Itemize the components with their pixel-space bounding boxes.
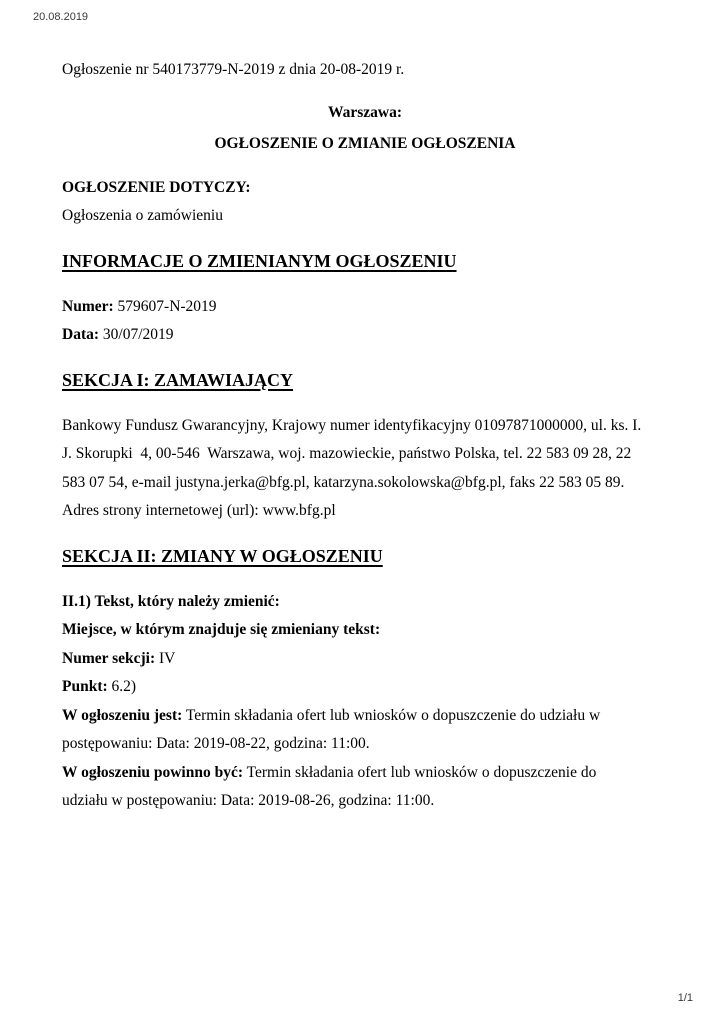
concerns-value: Ogłoszenia o zamówieniu: [62, 207, 223, 224]
section-number-value: IV: [159, 649, 176, 667]
changed-notice-number-label: Numer:: [62, 297, 114, 315]
change-place-heading: Miejsce, w którym znajduje się zmieniany tekst:: [62, 621, 381, 638]
should-be-text-value: Termin składania ofert lub wniosków o dopuszczenie do udziału w postępowaniu: Data: 2019-08-26, godzina: 11:00.: [62, 763, 597, 809]
changed-notice-number-row: [62, 293, 652, 322]
heading-section-2: SEKCJA II: ZMIANY W OGŁOSZENIU: [62, 545, 383, 566]
current-text-paragraph: [62, 702, 635, 759]
section-number-label: Numer sekcji:: [62, 649, 156, 667]
current-text-value: Termin składania ofert lub wniosków o dopuszczenie do udziału w postępowaniu: Data: 2019-08-22, godzina: 11:00.: [62, 706, 601, 752]
print-header-date: 20.08.2019: [33, 11, 89, 23]
point-label: Punkt:: [62, 678, 108, 695]
should-be-text-label: W ogłoszeniu powinno być:: [62, 763, 244, 781]
contracting-authority-paragraph: Bankowy Fundusz Gwarancyjny, Krajowy numer identyfikacyjny 01097871000000, ul. ks. I. J. Skorupki 4, 00-546 Warszawa, woj. mazowieckie, państwo Polska, tel. 22 583 09 28, 22 583 07 54, e-mail justyna.jerka@bfg.pl, katarzyna.sokolowska@bfg.pl, faks 22 583 05 89.: [62, 416, 646, 491]
changed-notice-date-label: Data:: [62, 326, 100, 343]
page-number: 1/1: [677, 992, 693, 1004]
heading-section-1: SEKCJA I: ZAMAWIAJĄCY: [62, 369, 294, 390]
document-title: OGŁOSZENIE O ZMIANIE OGŁOSZENIA: [214, 135, 516, 152]
point-value: 6.2): [111, 678, 137, 695]
heading-changed-notice-info: INFORMACJE O ZMIENIANYM OGŁOSZENIU: [62, 250, 457, 271]
changed-notice-date-value: 30/07/2019: [102, 326, 174, 343]
website-line: Adres strony internetowej (url): www.bfg.pl: [62, 502, 336, 519]
point-row: [62, 673, 635, 702]
current-text-label: W ogłoszeniu jest:: [62, 706, 183, 724]
change-item-heading: II.1) Tekst, który należy zmienić:: [62, 592, 280, 610]
city-line: Warszawa:: [327, 103, 403, 121]
should-be-text-paragraph: [62, 759, 635, 816]
announcement-number-line: Ogłoszenie nr 540173779-N-2019 z dnia 20-08-2019 r.: [62, 61, 405, 78]
changed-notice-number-value: 579607-N-2019: [117, 297, 217, 315]
concerns-label: OGŁOSZENIE DOTYCZY:: [62, 178, 251, 196]
section-number-row: [62, 645, 635, 674]
changed-notice-date-row: [62, 321, 652, 350]
